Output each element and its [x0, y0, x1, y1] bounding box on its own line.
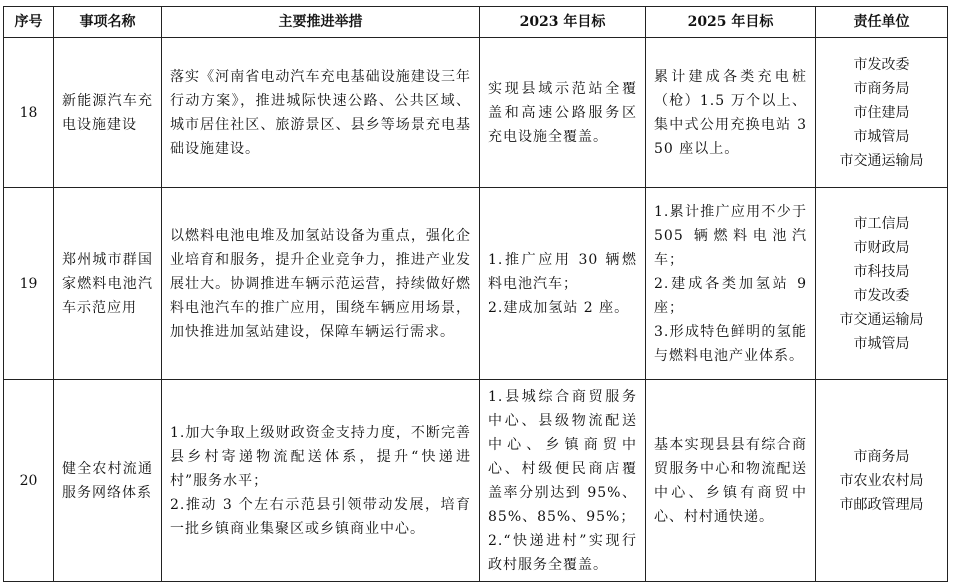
item-name: 郑州城市群国家燃料电池汽车示范应用 [54, 188, 162, 380]
unit-name: 市发改委 [853, 287, 910, 304]
measure-text: 1.加大争取上级财政资金支持力度，不断完善县乡村寄递物流配送体系，提升“快递进村”服务水平； [170, 424, 471, 489]
goal-text: 2.建成加氢站 2 座。 [488, 299, 630, 316]
item-name: 新能源汽车充电设施建设 [54, 38, 162, 188]
measure-text: 2.推动 3 个左右示范县引领带动发展，培育一批乡镇商业集聚区或乡镇商业中心。 [170, 496, 471, 537]
unit-name: 市农业农村局 [839, 472, 924, 489]
goal-text: 2.“快递进村”实现行政村服务全覆盖。 [488, 532, 637, 573]
measures-cell [162, 380, 480, 582]
goal-text: 1.累计推广应用不少于 505 辆燃料电池汽车； [654, 203, 807, 268]
unit-name: 市交通运输局 [839, 152, 924, 169]
measures-cell [162, 38, 480, 188]
row-number: 18 [4, 38, 54, 188]
units-cell [816, 380, 948, 582]
goal-text: 1.推广应用 30 辆燃料电池汽车； [488, 251, 637, 292]
measure-text: 以燃料电池电堆及加氢站设备为重点，强化企业培育和服务，提升企业竞争力，推进产业发展壮大。协调推进车辆示范运营，持续做好燃料电池汽车的推广应用，围绕车辆应用场景，加快推进加氢站建设，保障车辆运行需求。 [170, 227, 471, 340]
unit-name: 市城管局 [853, 128, 910, 145]
goal-2023-cell [480, 188, 646, 380]
targets-table [3, 6, 948, 582]
goal-2023-cell [480, 38, 646, 188]
goal-2025-cell [646, 380, 816, 582]
goal-2025-cell [646, 188, 816, 380]
goal-text: 1.县城综合商贸服务中心、县级物流配送中心、乡镇商贸中心、村级便民商店覆盖率分别达到 95%、85%、85%、95%； [488, 388, 637, 525]
unit-name: 市交通运输局 [839, 311, 924, 328]
goal-text: 3.形成特色鲜明的氢能与燃料电池产业体系。 [654, 323, 807, 364]
unit-name: 市邮政管理局 [839, 496, 924, 513]
unit-name: 市工信局 [853, 215, 910, 232]
goal-2025-cell [646, 38, 816, 188]
units-cell [816, 188, 948, 380]
table-row [4, 38, 948, 188]
header-measures: 主要推进举措 [162, 7, 480, 38]
goal-text: 实现县域示范站全覆盖和高速公路服务区充电设施全覆盖。 [488, 80, 637, 145]
goal-text: 累计建成各类充电桩（枪）1.5 万个以上、集中式公用充换电站 350 座以上。 [654, 68, 807, 157]
header-responsible-unit: 责任单位 [816, 7, 948, 38]
header-item-name: 事项名称 [54, 7, 162, 38]
table-row [4, 188, 948, 380]
header-row [4, 7, 948, 38]
measure-text: 落实《河南省电动汽车充电基础设施建设三年行动方案》，推进城际快速公路、公共区域、城市居住社区、旅游景区、县乡等场景充电基础设施建设。 [170, 68, 471, 157]
unit-name: 市商务局 [853, 448, 910, 465]
unit-name: 市发改委 [853, 56, 910, 73]
row-number: 19 [4, 188, 54, 380]
goal-text: 2.建成各类加氢站 9 座； [654, 275, 807, 316]
goal-text: 基本实现县县有综合商贸服务中心和物流配送中心、乡镇有商贸中心、村村通快递。 [654, 436, 807, 525]
goal-2023-cell [480, 380, 646, 582]
unit-name: 市住建局 [853, 104, 910, 121]
unit-name: 市商务局 [853, 80, 910, 97]
item-name: 健全农村流通服务网络体系 [54, 380, 162, 582]
row-number: 20 [4, 380, 54, 582]
unit-name: 市财政局 [853, 239, 910, 256]
measures-cell [162, 188, 480, 380]
header-no: 序号 [4, 7, 54, 38]
units-cell [816, 38, 948, 188]
table-row [4, 380, 948, 582]
header-goal-2023: 2023 年目标 [480, 7, 646, 38]
unit-name: 市科技局 [853, 263, 910, 280]
unit-name: 市城管局 [853, 335, 910, 352]
header-goal-2025: 2025 年目标 [646, 7, 816, 38]
